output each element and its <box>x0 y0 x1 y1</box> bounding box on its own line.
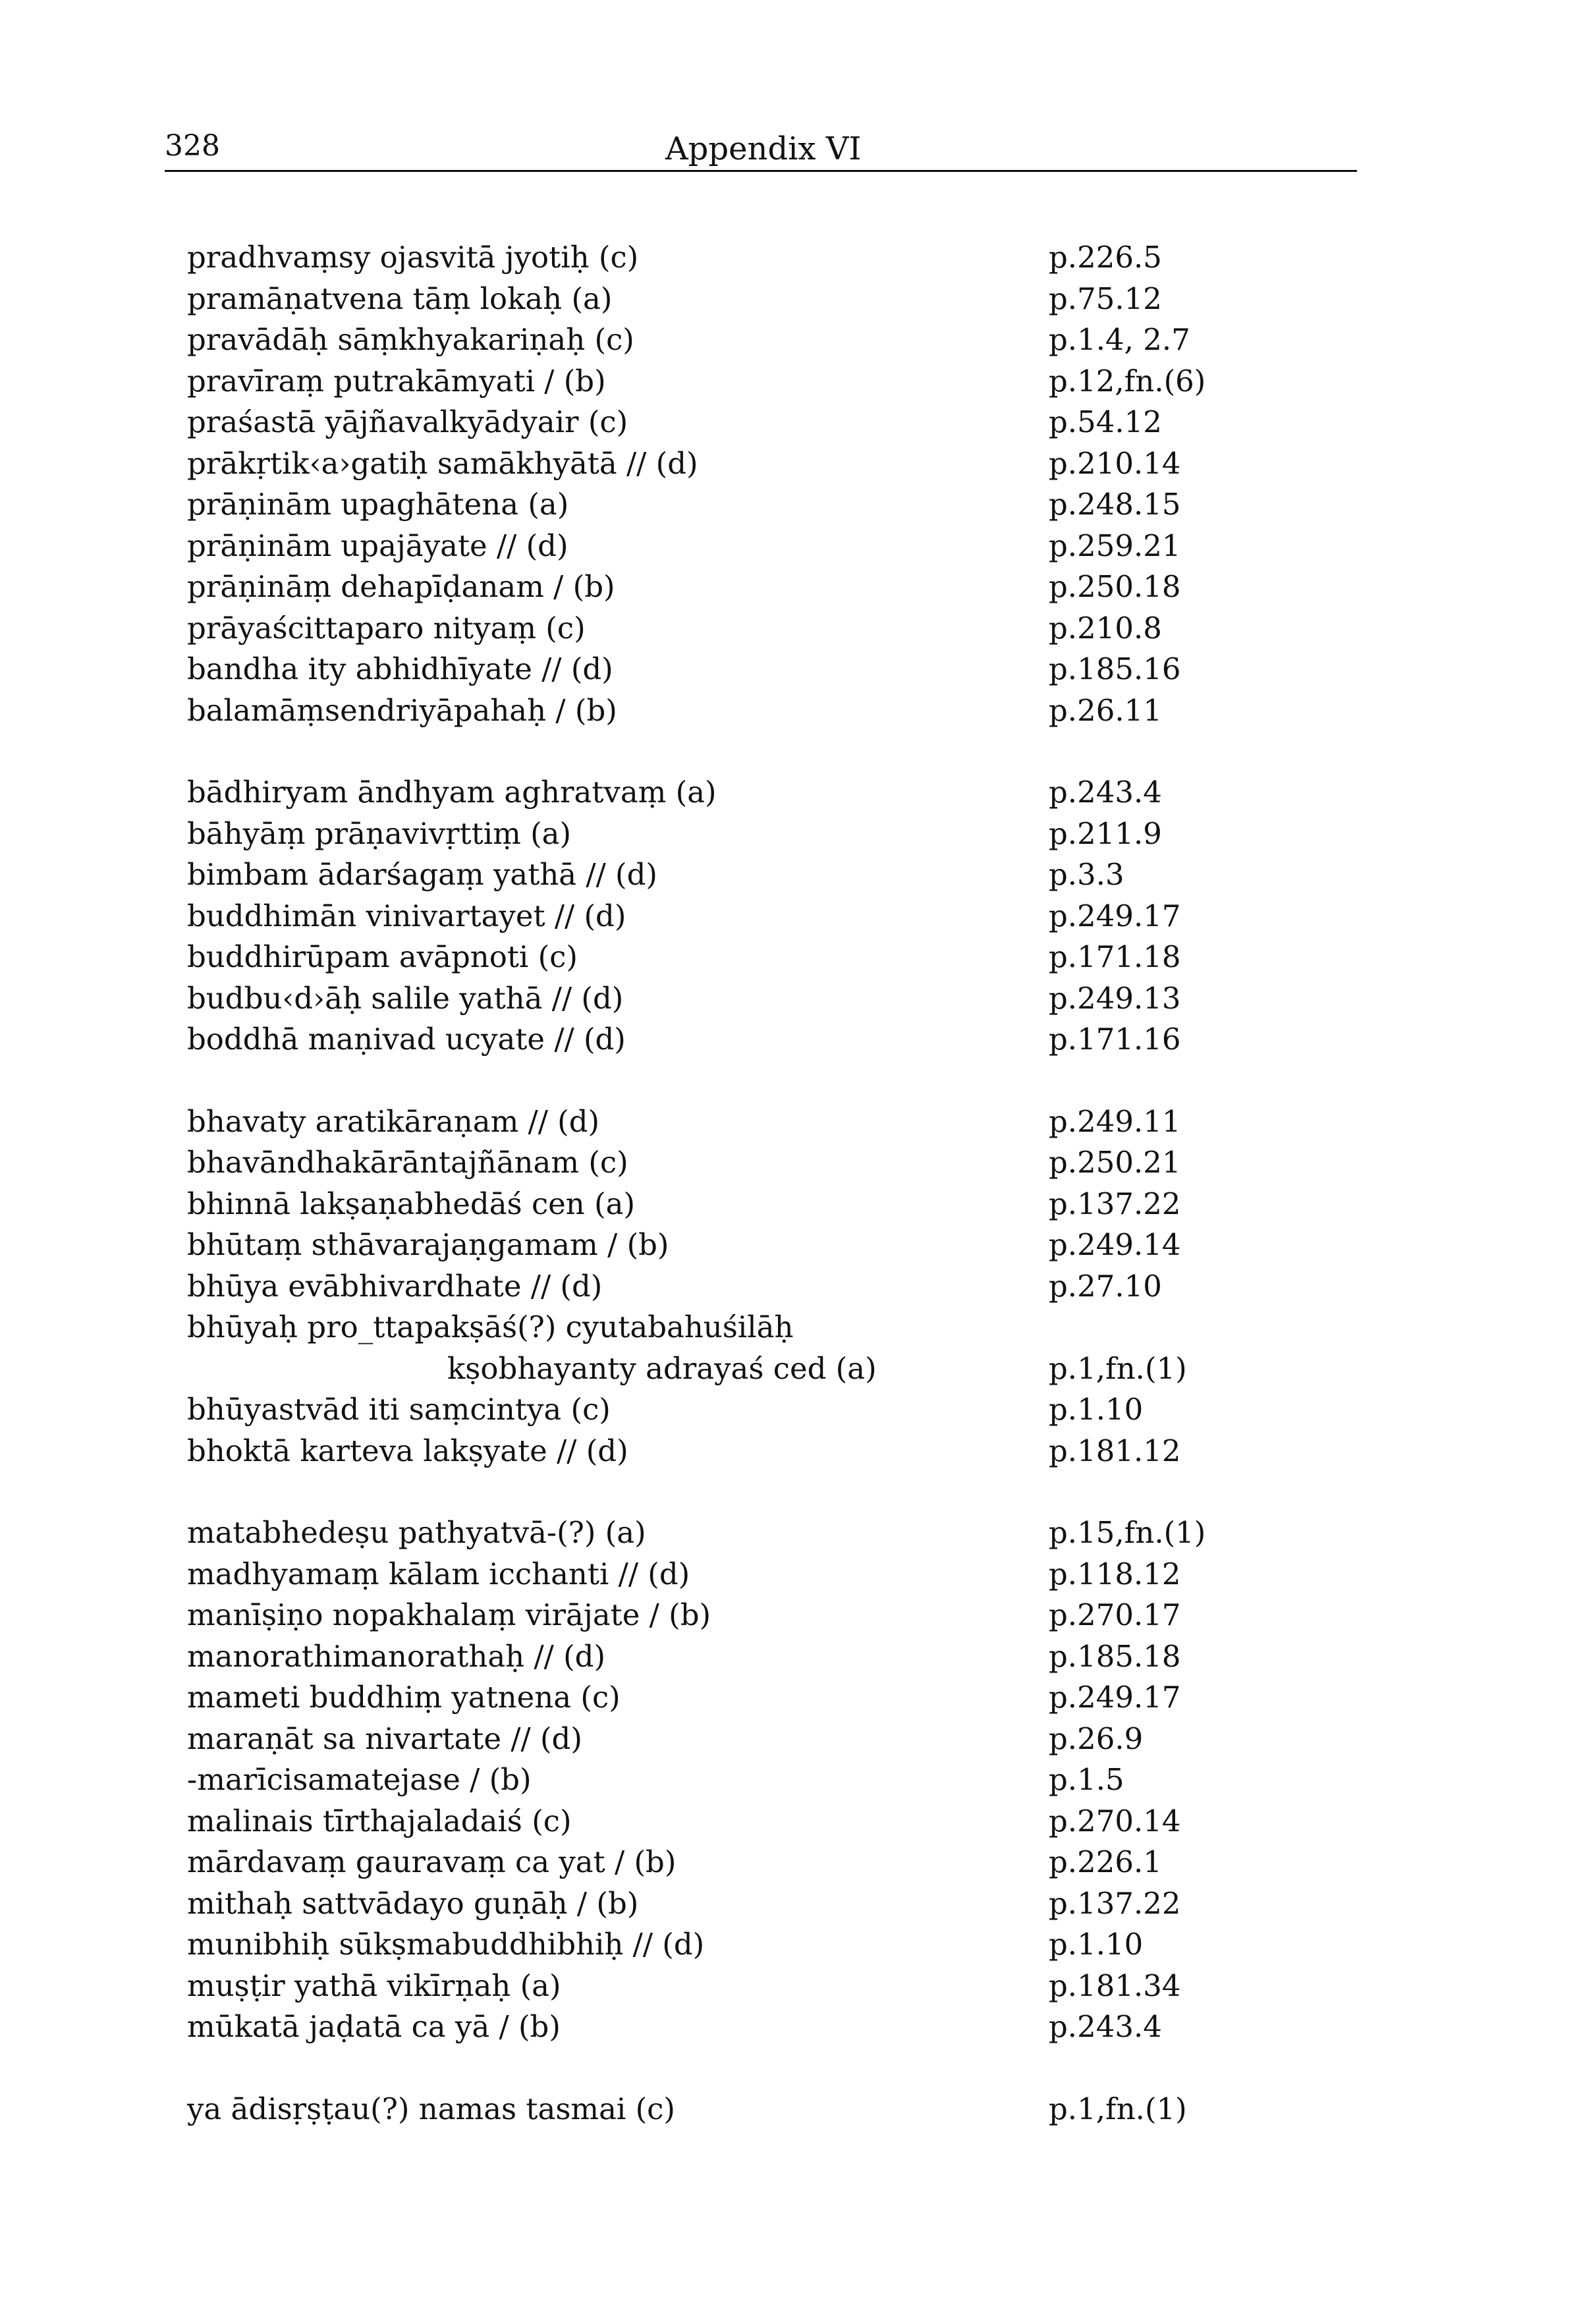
page-reference: p.249.17 <box>1049 1680 1181 1715</box>
verse-pada: kṣobhayanty adrayaś ced (a) <box>447 1350 877 1386</box>
index-entry <box>187 361 1228 402</box>
page-reference: p.249.14 <box>1049 1227 1181 1262</box>
verse-pada: bhūtaṃ sthāvarajaṇgamam / (b) <box>187 1227 669 1262</box>
index-group <box>187 1512 1228 2048</box>
index-entry <box>187 854 1228 896</box>
index-entry <box>187 526 1228 567</box>
index-entry <box>187 1883 1228 1925</box>
index-entry <box>187 772 1228 814</box>
verse-pada: mūkatā jaḍatā ca yā / (b) <box>187 2009 561 2044</box>
page-reference: p.249.11 <box>1049 1103 1181 1139</box>
index-entry <box>187 1719 1228 1760</box>
index-entry <box>187 2089 1228 2130</box>
page-reference: p.250.18 <box>1049 569 1181 604</box>
index-entry <box>187 1348 1228 1390</box>
verse-pada: prākṛtik‹a›gatiḥ samākhyātā // (d) <box>187 445 698 481</box>
verse-pada: bhūyaḥ pro_ttapakṣāś(?) cyutabahuśilāḥ <box>187 1310 794 1344</box>
index-entry <box>187 1225 1228 1266</box>
page-reference: p.137.22 <box>1049 1186 1181 1221</box>
index-entry <box>187 608 1228 650</box>
page-reference: p.259.21 <box>1049 528 1181 563</box>
verse-pada: prāṇinām upajāyate // (d) <box>187 528 568 563</box>
verse-pada: pravādāḥ sāṃkhyakariṇaḥ (c) <box>187 322 634 357</box>
verse-pada: budbu‹d›āḥ salile yathā // (d) <box>187 980 624 1016</box>
page-reference: p.185.18 <box>1049 1638 1181 1674</box>
page-reference: p.1,fn.(1) <box>1049 2091 1187 2126</box>
index-entry <box>187 443 1228 485</box>
page-reference: p.137.22 <box>1049 1885 1181 1921</box>
verse-pada: balamāṃsendriyāpahaḥ / (b) <box>187 692 617 728</box>
page-reference: p.249.13 <box>1049 980 1181 1016</box>
page-reference: p.27.10 <box>1049 1268 1162 1304</box>
verse-pada: prāṇinām upaghātena (a) <box>187 487 569 522</box>
page-reference: p.249.17 <box>1049 898 1181 933</box>
verse-pada: maraṇāt sa nivartate // (d) <box>187 1721 582 1756</box>
index-entry <box>187 1636 1228 1678</box>
page-reference: p.270.17 <box>1049 1597 1181 1632</box>
verse-pada: buddhirūpam avāpnoti (c) <box>187 939 578 974</box>
verse-pada: prāyaścittaparo nityaṃ (c) <box>187 610 586 646</box>
page-reference: p.26.9 <box>1049 1721 1144 1756</box>
page-reference: p.1.4, 2.7 <box>1049 322 1190 357</box>
verse-pada: bhūyastvād iti saṃcintya (c) <box>187 1392 611 1427</box>
verse-pada: mameti buddhiṃ yatnena (c) <box>187 1680 621 1715</box>
verse-pada: pravīraṃ putrakāmyati / (b) <box>187 363 606 399</box>
index-entry <box>187 567 1228 608</box>
page-reference: p.26.11 <box>1049 692 1162 728</box>
index-entry <box>187 1389 1228 1431</box>
index-entry <box>187 1759 1228 1801</box>
verse-pada: bhinnā lakṣaṇabhedāś cen (a) <box>187 1186 636 1221</box>
index-entry <box>187 896 1228 937</box>
index-entry <box>187 690 1228 732</box>
page-reference: p.15,fn.(1) <box>1049 1515 1206 1550</box>
index-entry <box>187 1266 1228 1308</box>
page-reference: p.1,fn.(1) <box>1049 1350 1187 1386</box>
verse-pada: bhavaty aratikāraṇam // (d) <box>187 1103 600 1139</box>
page-reference: p.226.1 <box>1049 1844 1162 1879</box>
page-reference: p.181.34 <box>1049 1968 1181 2003</box>
verse-pada: mithaḥ sattvādayo guṇāḥ / (b) <box>187 1885 639 1921</box>
index-entry <box>187 1019 1228 1061</box>
verse-pada: bāhyāṃ prāṇavivṛttiṃ (a) <box>187 816 572 851</box>
index-entry <box>187 1142 1228 1184</box>
verse-pada: buddhimān vinivartayet // (d) <box>187 898 626 933</box>
index-entry <box>187 402 1228 443</box>
page-reference: p.270.14 <box>1049 1803 1181 1839</box>
verse-index <box>187 237 1228 2171</box>
page-reference: p.185.16 <box>1049 651 1181 686</box>
page-header <box>165 123 1357 172</box>
page-reference: p.75.12 <box>1049 281 1162 316</box>
page-reference: p.243.4 <box>1049 2009 1162 2044</box>
verse-pada: manīṣiṇo nopakhalaṃ virājate / (b) <box>187 1597 711 1632</box>
index-entry <box>187 1595 1228 1636</box>
index-entry <box>187 1307 1228 1348</box>
page-reference: p.1.5 <box>1049 1762 1124 1797</box>
index-group <box>187 237 1228 731</box>
index-entry <box>187 1924 1228 1966</box>
index-group <box>187 1101 1228 1472</box>
verse-pada: bhūya evābhivardhate // (d) <box>187 1268 603 1304</box>
index-entry <box>187 319 1228 361</box>
page-reference: p.1.10 <box>1049 1927 1144 1962</box>
index-entry <box>187 1431 1228 1472</box>
verse-pada: muṣṭir yathā vikīrṇaḥ (a) <box>187 1968 561 2003</box>
index-group <box>187 772 1228 1061</box>
verse-pada: matabhedeṣu pathyatvā-(?) (a) <box>187 1515 646 1550</box>
verse-pada: ya ādisṛṣṭau(?) namas tasmai (c) <box>187 2091 675 2126</box>
verse-pada: bhoktā karteva lakṣyate // (d) <box>187 1433 628 1468</box>
page-reference: p.181.12 <box>1049 1433 1181 1468</box>
verse-pada: bandha ity abhidhīyate // (d) <box>187 651 613 686</box>
page-reference: p.210.8 <box>1049 610 1162 646</box>
verse-pada: malinais tīrthajaladaiś (c) <box>187 1803 572 1839</box>
index-entry <box>187 1184 1228 1225</box>
index-entry <box>187 1512 1228 1554</box>
verse-pada: bādhiryam āndhyam aghratvaṃ (a) <box>187 775 717 810</box>
page-reference: p.248.15 <box>1049 487 1181 522</box>
verse-pada: munibhiḥ sūkṣmabuddhibhiḥ // (d) <box>187 1927 705 1962</box>
index-entry <box>187 1101 1228 1143</box>
index-group <box>187 2089 1228 2130</box>
verse-pada: manorathimanorathaḥ // (d) <box>187 1638 606 1674</box>
page-reference: p.250.21 <box>1049 1145 1181 1180</box>
verse-pada: prāṇināṃ dehapīḍanam / (b) <box>187 569 615 604</box>
verse-pada: madhyamaṃ kālam icchanti // (d) <box>187 1556 690 1591</box>
page-reference: p.210.14 <box>1049 445 1181 481</box>
page-reference: p.226.5 <box>1049 240 1162 275</box>
index-entry <box>187 1554 1228 1595</box>
page-reference: p.54.12 <box>1049 404 1162 439</box>
page-reference: p.3.3 <box>1049 857 1124 892</box>
page-reference: p.243.4 <box>1049 775 1162 810</box>
page-reference: p.1.10 <box>1049 1392 1144 1427</box>
index-entry <box>187 978 1228 1020</box>
index-entry <box>187 1966 1228 2007</box>
verse-pada: mārdavaṃ gauravaṃ ca yat / (b) <box>187 1844 677 1879</box>
index-entry <box>187 279 1228 320</box>
index-entry <box>187 1842 1228 1883</box>
index-entry <box>187 237 1228 279</box>
verse-pada: boddhā maṇivad ucyate // (d) <box>187 1022 626 1057</box>
index-entry <box>187 649 1228 690</box>
page-reference: p.171.18 <box>1049 939 1181 974</box>
index-entry <box>187 937 1228 978</box>
page-reference: p.211.9 <box>1049 816 1162 851</box>
index-entry <box>187 814 1228 855</box>
verse-pada: bimbam ādarśagaṃ yathā // (d) <box>187 857 657 892</box>
index-entry <box>187 1677 1228 1719</box>
running-head: Appendix VI <box>665 130 862 167</box>
verse-pada: praśastā yājñavalkyādyair (c) <box>187 404 628 439</box>
verse-pada: bhavāndhakārāntajñānam (c) <box>187 1145 628 1180</box>
index-entry <box>187 1801 1228 1842</box>
page-number: 328 <box>165 129 220 163</box>
verse-pada: pramāṇatvena tāṃ lokaḥ (a) <box>187 281 613 316</box>
index-entry <box>187 2006 1228 2048</box>
verse-pada: pradhvaṃsy ojasvitā jyotiḥ (c) <box>187 240 639 275</box>
page-reference: p.171.16 <box>1049 1022 1181 1057</box>
index-entry <box>187 484 1228 526</box>
page-reference: p.118.12 <box>1049 1556 1181 1591</box>
verse-pada: -marīcisamatejase / (b) <box>187 1762 532 1797</box>
page-reference: p.12,fn.(6) <box>1049 363 1206 399</box>
